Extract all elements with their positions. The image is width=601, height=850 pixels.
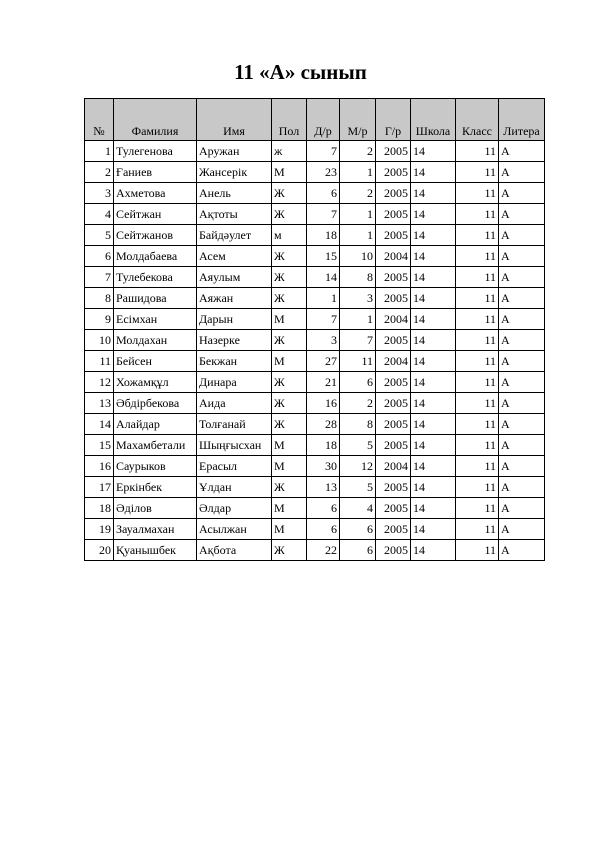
class-cell: 11 [456, 519, 499, 540]
school-cell: 14 [411, 225, 456, 246]
column-header-gender: Пол [272, 99, 307, 141]
birth-day-cell: 27 [307, 351, 340, 372]
letter-cell: А [499, 498, 545, 519]
name-cell: Дарын [197, 309, 272, 330]
birth-year-cell: 2005 [376, 477, 411, 498]
school-cell: 14 [411, 519, 456, 540]
surname-cell: Тулебекова [114, 267, 197, 288]
gender-cell: Ж [272, 330, 307, 351]
gender-cell: Ж [272, 246, 307, 267]
row-number: 13 [85, 393, 114, 414]
birth-year-cell: 2005 [376, 519, 411, 540]
birth-day-cell: 7 [307, 141, 340, 162]
surname-cell: Ғаниев [114, 162, 197, 183]
birth-year-cell: 2005 [376, 267, 411, 288]
class-cell: 11 [456, 246, 499, 267]
birth-day-cell: 3 [307, 330, 340, 351]
table-row [85, 162, 545, 183]
row-number: 7 [85, 267, 114, 288]
row-number: 12 [85, 372, 114, 393]
school-cell: 14 [411, 456, 456, 477]
gender-cell: Ж [272, 372, 307, 393]
name-cell: Анель [197, 183, 272, 204]
gender-cell: ж [272, 141, 307, 162]
letter-cell: А [499, 288, 545, 309]
class-cell: 11 [456, 498, 499, 519]
birth-day-cell: 6 [307, 519, 340, 540]
table-row [85, 183, 545, 204]
surname-cell: Қуанышбек [114, 540, 197, 561]
letter-cell: А [499, 351, 545, 372]
table-row [85, 498, 545, 519]
school-cell: 14 [411, 393, 456, 414]
column-header-birth-day: Д/р [307, 99, 340, 141]
table-row [85, 288, 545, 309]
surname-cell: Алайдар [114, 414, 197, 435]
gender-cell: М [272, 162, 307, 183]
row-number: 18 [85, 498, 114, 519]
letter-cell: А [499, 393, 545, 414]
letter-cell: А [499, 519, 545, 540]
class-cell: 11 [456, 456, 499, 477]
birth-day-cell: 22 [307, 540, 340, 561]
gender-cell: Ж [272, 183, 307, 204]
birth-year-cell: 2005 [376, 288, 411, 309]
row-number: 2 [85, 162, 114, 183]
row-number: 20 [85, 540, 114, 561]
column-header-name: Имя [197, 99, 272, 141]
class-cell: 11 [456, 330, 499, 351]
surname-cell: Сейтжанов [114, 225, 197, 246]
birth-year-cell: 2005 [376, 498, 411, 519]
surname-cell: Молдабаева [114, 246, 197, 267]
gender-cell: Ж [272, 267, 307, 288]
birth-month-cell: 1 [340, 162, 376, 183]
gender-cell: Ж [272, 393, 307, 414]
birth-month-cell: 1 [340, 309, 376, 330]
birth-day-cell: 15 [307, 246, 340, 267]
birth-year-cell: 2005 [376, 204, 411, 225]
birth-month-cell: 2 [340, 393, 376, 414]
table-row [85, 246, 545, 267]
birth-day-cell: 14 [307, 267, 340, 288]
gender-cell: М [272, 498, 307, 519]
surname-cell: Әбдірбекова [114, 393, 197, 414]
row-number: 9 [85, 309, 114, 330]
letter-cell: А [499, 204, 545, 225]
row-number: 11 [85, 351, 114, 372]
birth-year-cell: 2005 [376, 330, 411, 351]
birth-month-cell: 3 [340, 288, 376, 309]
letter-cell: А [499, 477, 545, 498]
class-cell: 11 [456, 351, 499, 372]
name-cell: Асылжан [197, 519, 272, 540]
birth-year-cell: 2004 [376, 456, 411, 477]
letter-cell: А [499, 435, 545, 456]
name-cell: Шыңғысхан [197, 435, 272, 456]
birth-day-cell: 18 [307, 435, 340, 456]
surname-cell: Махамбетали [114, 435, 197, 456]
birth-year-cell: 2005 [376, 183, 411, 204]
class-cell: 11 [456, 204, 499, 225]
table-row [85, 309, 545, 330]
school-cell: 14 [411, 435, 456, 456]
name-cell: Динара [197, 372, 272, 393]
birth-month-cell: 8 [340, 414, 376, 435]
birth-day-cell: 21 [307, 372, 340, 393]
school-cell: 14 [411, 540, 456, 561]
surname-cell: Ахметова [114, 183, 197, 204]
surname-cell: Хожамқұл [114, 372, 197, 393]
letter-cell: А [499, 372, 545, 393]
surname-cell: Есімхан [114, 309, 197, 330]
letter-cell: А [499, 414, 545, 435]
birth-year-cell: 2005 [376, 162, 411, 183]
class-cell: 11 [456, 141, 499, 162]
name-cell: Жансерік [197, 162, 272, 183]
column-header-letter: Литера [499, 99, 545, 141]
school-cell: 14 [411, 330, 456, 351]
row-number: 6 [85, 246, 114, 267]
class-cell: 11 [456, 183, 499, 204]
birth-year-cell: 2005 [376, 372, 411, 393]
table-row [85, 477, 545, 498]
surname-cell: Әділов [114, 498, 197, 519]
letter-cell: А [499, 267, 545, 288]
letter-cell: А [499, 141, 545, 162]
birth-year-cell: 2005 [376, 141, 411, 162]
row-number: 8 [85, 288, 114, 309]
letter-cell: А [499, 246, 545, 267]
gender-cell: м [272, 225, 307, 246]
row-number: 19 [85, 519, 114, 540]
row-number: 14 [85, 414, 114, 435]
birth-day-cell: 6 [307, 498, 340, 519]
gender-cell: М [272, 351, 307, 372]
birth-month-cell: 6 [340, 519, 376, 540]
class-cell: 11 [456, 225, 499, 246]
gender-cell: Ж [272, 204, 307, 225]
birth-year-cell: 2005 [376, 414, 411, 435]
birth-year-cell: 2004 [376, 246, 411, 267]
surname-cell: Бейсен [114, 351, 197, 372]
class-cell: 11 [456, 540, 499, 561]
table-body [85, 141, 545, 561]
birth-month-cell: 7 [340, 330, 376, 351]
birth-day-cell: 18 [307, 225, 340, 246]
school-cell: 14 [411, 162, 456, 183]
column-header-birth-year: Г/р [376, 99, 411, 141]
name-cell: Асем [197, 246, 272, 267]
letter-cell: А [499, 183, 545, 204]
gender-cell: М [272, 309, 307, 330]
birth-year-cell: 2005 [376, 393, 411, 414]
name-cell: Ерасыл [197, 456, 272, 477]
table-row [85, 414, 545, 435]
column-header-surname: Фамилия [114, 99, 197, 141]
birth-month-cell: 6 [340, 540, 376, 561]
birth-month-cell: 12 [340, 456, 376, 477]
birth-month-cell: 1 [340, 204, 376, 225]
name-cell: Ақтоты [197, 204, 272, 225]
table-row [85, 225, 545, 246]
birth-day-cell: 30 [307, 456, 340, 477]
table-row [85, 435, 545, 456]
surname-cell: Рашидова [114, 288, 197, 309]
letter-cell: А [499, 225, 545, 246]
row-number: 3 [85, 183, 114, 204]
name-cell: Байдәулет [197, 225, 272, 246]
class-cell: 11 [456, 435, 499, 456]
school-cell: 14 [411, 288, 456, 309]
school-cell: 14 [411, 498, 456, 519]
birth-month-cell: 2 [340, 183, 376, 204]
birth-day-cell: 6 [307, 183, 340, 204]
birth-month-cell: 10 [340, 246, 376, 267]
table-row [85, 330, 545, 351]
name-cell: Аружан [197, 141, 272, 162]
school-cell: 14 [411, 246, 456, 267]
birth-month-cell: 11 [340, 351, 376, 372]
class-cell: 11 [456, 393, 499, 414]
birth-month-cell: 5 [340, 477, 376, 498]
class-cell: 11 [456, 414, 499, 435]
name-cell: Аяулым [197, 267, 272, 288]
column-header-school: Школа [411, 99, 456, 141]
gender-cell: Ж [272, 414, 307, 435]
gender-cell: М [272, 435, 307, 456]
surname-cell: Еркінбек [114, 477, 197, 498]
table-row [85, 351, 545, 372]
class-cell: 11 [456, 309, 499, 330]
birth-month-cell: 8 [340, 267, 376, 288]
name-cell: Бекжан [197, 351, 272, 372]
school-cell: 14 [411, 477, 456, 498]
name-cell: Аида [197, 393, 272, 414]
gender-cell: Ж [272, 288, 307, 309]
page-title: 11 «А» сынып [234, 60, 367, 84]
birth-day-cell: 7 [307, 204, 340, 225]
name-cell: Назерке [197, 330, 272, 351]
column-header-birth-month: М/р [340, 99, 376, 141]
student-table [84, 98, 545, 561]
gender-cell: М [272, 519, 307, 540]
gender-cell: Ж [272, 477, 307, 498]
table-row [85, 519, 545, 540]
class-cell: 11 [456, 267, 499, 288]
birth-month-cell: 1 [340, 225, 376, 246]
table-row [85, 456, 545, 477]
birth-day-cell: 16 [307, 393, 340, 414]
table-row [85, 267, 545, 288]
class-cell: 11 [456, 477, 499, 498]
surname-cell: Зауалмахан [114, 519, 197, 540]
letter-cell: А [499, 456, 545, 477]
row-number: 17 [85, 477, 114, 498]
birth-month-cell: 6 [340, 372, 376, 393]
name-cell: Толғанай [197, 414, 272, 435]
birth-day-cell: 1 [307, 288, 340, 309]
surname-cell: Тулегенова [114, 141, 197, 162]
birth-year-cell: 2005 [376, 225, 411, 246]
birth-day-cell: 13 [307, 477, 340, 498]
birth-day-cell: 28 [307, 414, 340, 435]
school-cell: 14 [411, 351, 456, 372]
name-cell: Аяжан [197, 288, 272, 309]
surname-cell: Молдахан [114, 330, 197, 351]
birth-month-cell: 2 [340, 141, 376, 162]
school-cell: 14 [411, 372, 456, 393]
school-cell: 14 [411, 141, 456, 162]
column-header-class: Класс [456, 99, 499, 141]
class-cell: 11 [456, 162, 499, 183]
birth-month-cell: 5 [340, 435, 376, 456]
letter-cell: А [499, 540, 545, 561]
birth-year-cell: 2004 [376, 309, 411, 330]
birth-year-cell: 2005 [376, 540, 411, 561]
name-cell: Ұлдан [197, 477, 272, 498]
class-cell: 11 [456, 372, 499, 393]
gender-cell: Ж [272, 540, 307, 561]
name-cell: Ақбота [197, 540, 272, 561]
class-cell: 11 [456, 288, 499, 309]
letter-cell: А [499, 330, 545, 351]
table-row [85, 540, 545, 561]
row-number: 15 [85, 435, 114, 456]
gender-cell: М [272, 456, 307, 477]
table-row [85, 204, 545, 225]
row-number: 1 [85, 141, 114, 162]
table-row [85, 372, 545, 393]
row-number: 4 [85, 204, 114, 225]
table-row [85, 141, 545, 162]
letter-cell: А [499, 162, 545, 183]
school-cell: 14 [411, 414, 456, 435]
birth-year-cell: 2005 [376, 435, 411, 456]
surname-cell: Саурыков [114, 456, 197, 477]
school-cell: 14 [411, 309, 456, 330]
table-row [85, 393, 545, 414]
row-number: 16 [85, 456, 114, 477]
row-number: 10 [85, 330, 114, 351]
school-cell: 14 [411, 183, 456, 204]
birth-day-cell: 23 [307, 162, 340, 183]
letter-cell: А [499, 309, 545, 330]
birth-month-cell: 4 [340, 498, 376, 519]
surname-cell: Сейтжан [114, 204, 197, 225]
school-cell: 14 [411, 267, 456, 288]
birth-day-cell: 7 [307, 309, 340, 330]
name-cell: Әлдар [197, 498, 272, 519]
birth-year-cell: 2004 [376, 351, 411, 372]
table-header-row [85, 99, 545, 141]
school-cell: 14 [411, 204, 456, 225]
column-header-number: № [85, 99, 114, 141]
row-number: 5 [85, 225, 114, 246]
